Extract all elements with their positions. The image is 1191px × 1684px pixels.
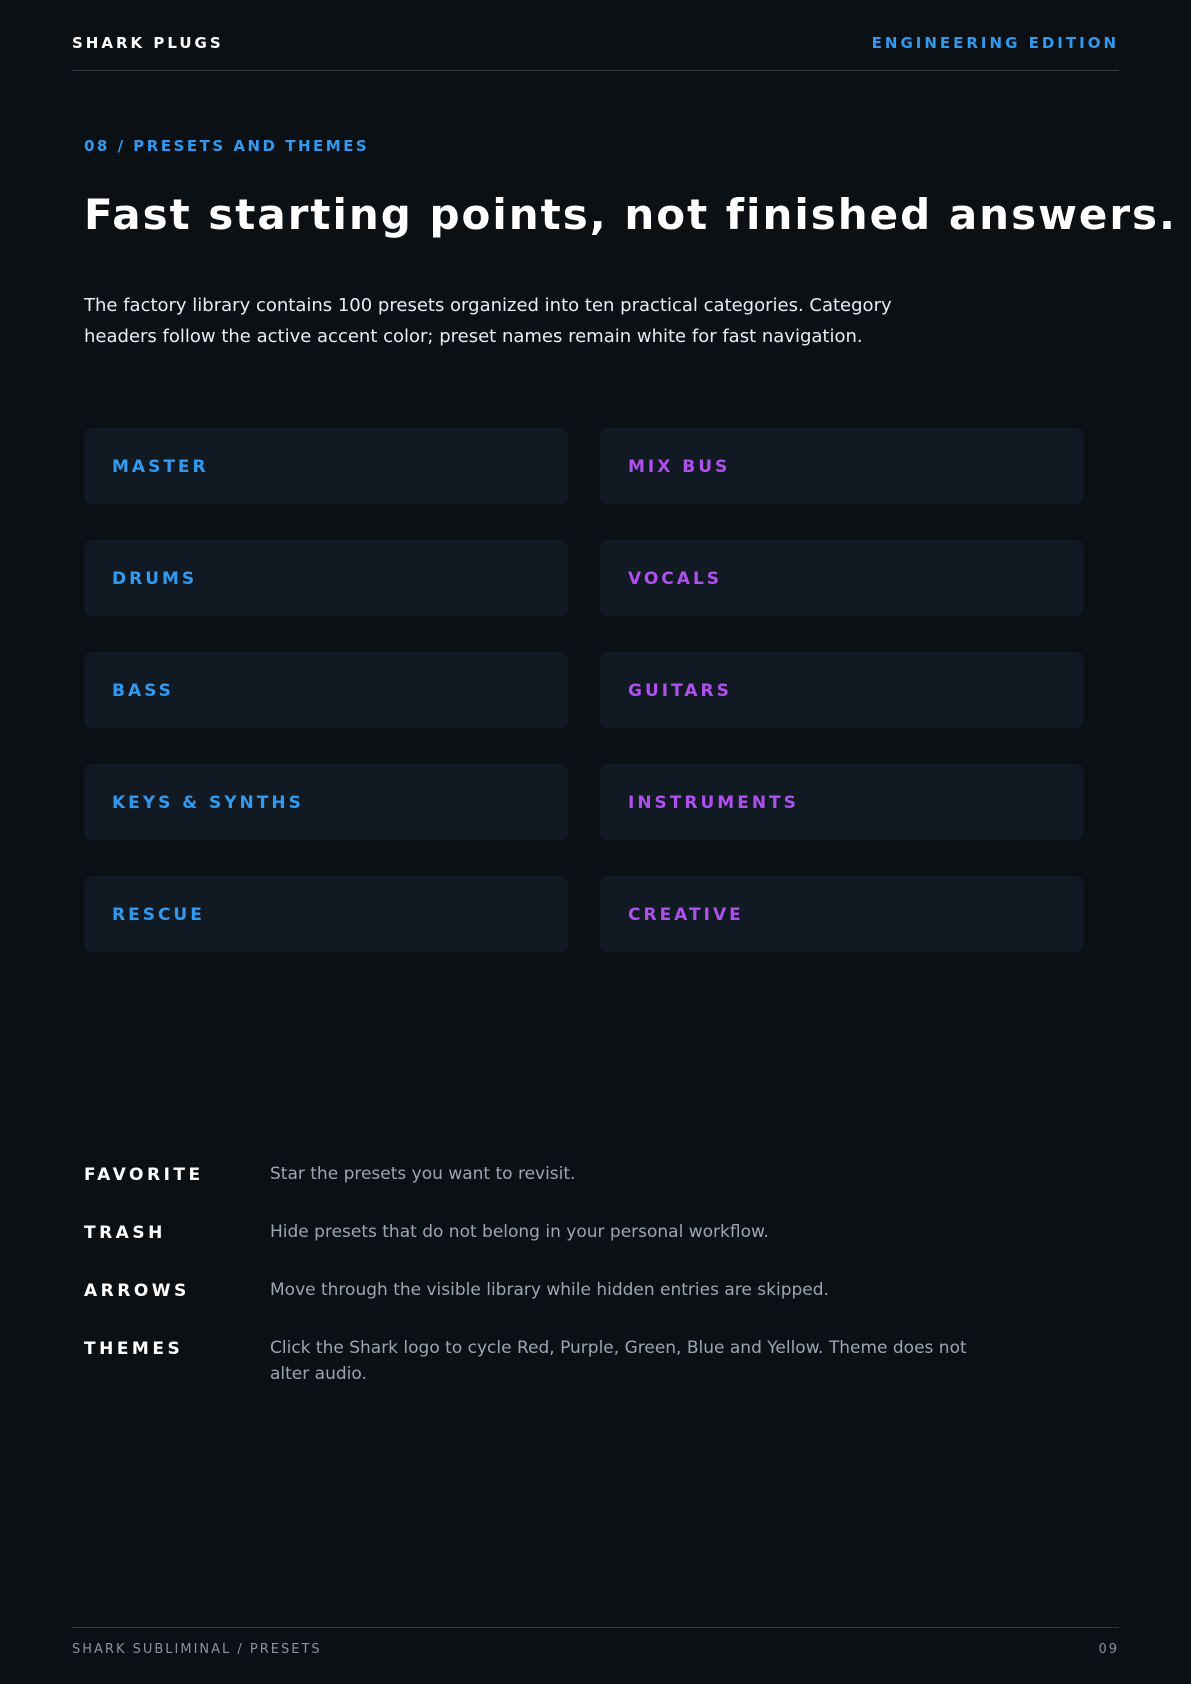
feature-term: TRASH [84,1223,166,1243]
category-label: INSTRUMENTS [628,793,799,813]
feature-term: FAVORITE [84,1165,204,1185]
category-card-master[interactable] [84,428,568,504]
category-label: RESCUE [112,905,205,925]
edition-label: ENGINEERING EDITION [871,34,1119,52]
category-label: KEYS & SYNTHS [112,793,304,813]
brand-name: SHARK PLUGS [72,34,224,52]
category-card-vocals[interactable] [600,540,1084,616]
page-number: 09 [1098,1642,1119,1657]
category-label: DRUMS [112,569,198,589]
category-card-instruments[interactable] [600,764,1084,840]
page-footer [72,1627,1119,1658]
category-card-bass[interactable] [84,652,568,728]
category-card-mix-bus[interactable] [600,428,1084,504]
feature-term: THEMES [84,1339,184,1359]
category-label: MASTER [112,457,209,477]
section-eyebrow: 08 / PRESETS AND THEMES [84,137,370,155]
category-label: MIX BUS [628,457,731,477]
feature-description: Click the Shark logo to cycle Red, Purple, Green, Blue and Yellow. Theme does not alter audio. [270,1338,967,1384]
category-label: CREATIVE [628,905,744,925]
page-header [72,0,1119,71]
intro-paragraph: The factory library contains 100 presets organized into ten practical categories. Category headers follow the active accent color; preset names remain white for fast navigation. [84,295,892,347]
feature-description: Star the presets you want to revisit. [270,1164,576,1184]
feature-description: Move through the visible library while hidden entries are skipped. [270,1280,829,1300]
category-label: BASS [112,681,174,701]
category-card-drums[interactable] [84,540,568,616]
category-label: VOCALS [628,569,723,589]
category-card-keys-synths[interactable] [84,764,568,840]
category-card-rescue[interactable] [84,876,568,952]
feature-description: Hide presets that do not belong in your personal workflow. [270,1222,769,1242]
feature-term: ARROWS [84,1281,190,1301]
footer-breadcrumb: SHARK SUBLIMINAL / PRESETS [72,1642,322,1657]
page-headline: Fast starting points, not finished answers. [84,190,1178,239]
category-card-creative[interactable] [600,876,1084,952]
category-label: GUITARS [628,681,732,701]
category-card-guitars[interactable] [600,652,1084,728]
